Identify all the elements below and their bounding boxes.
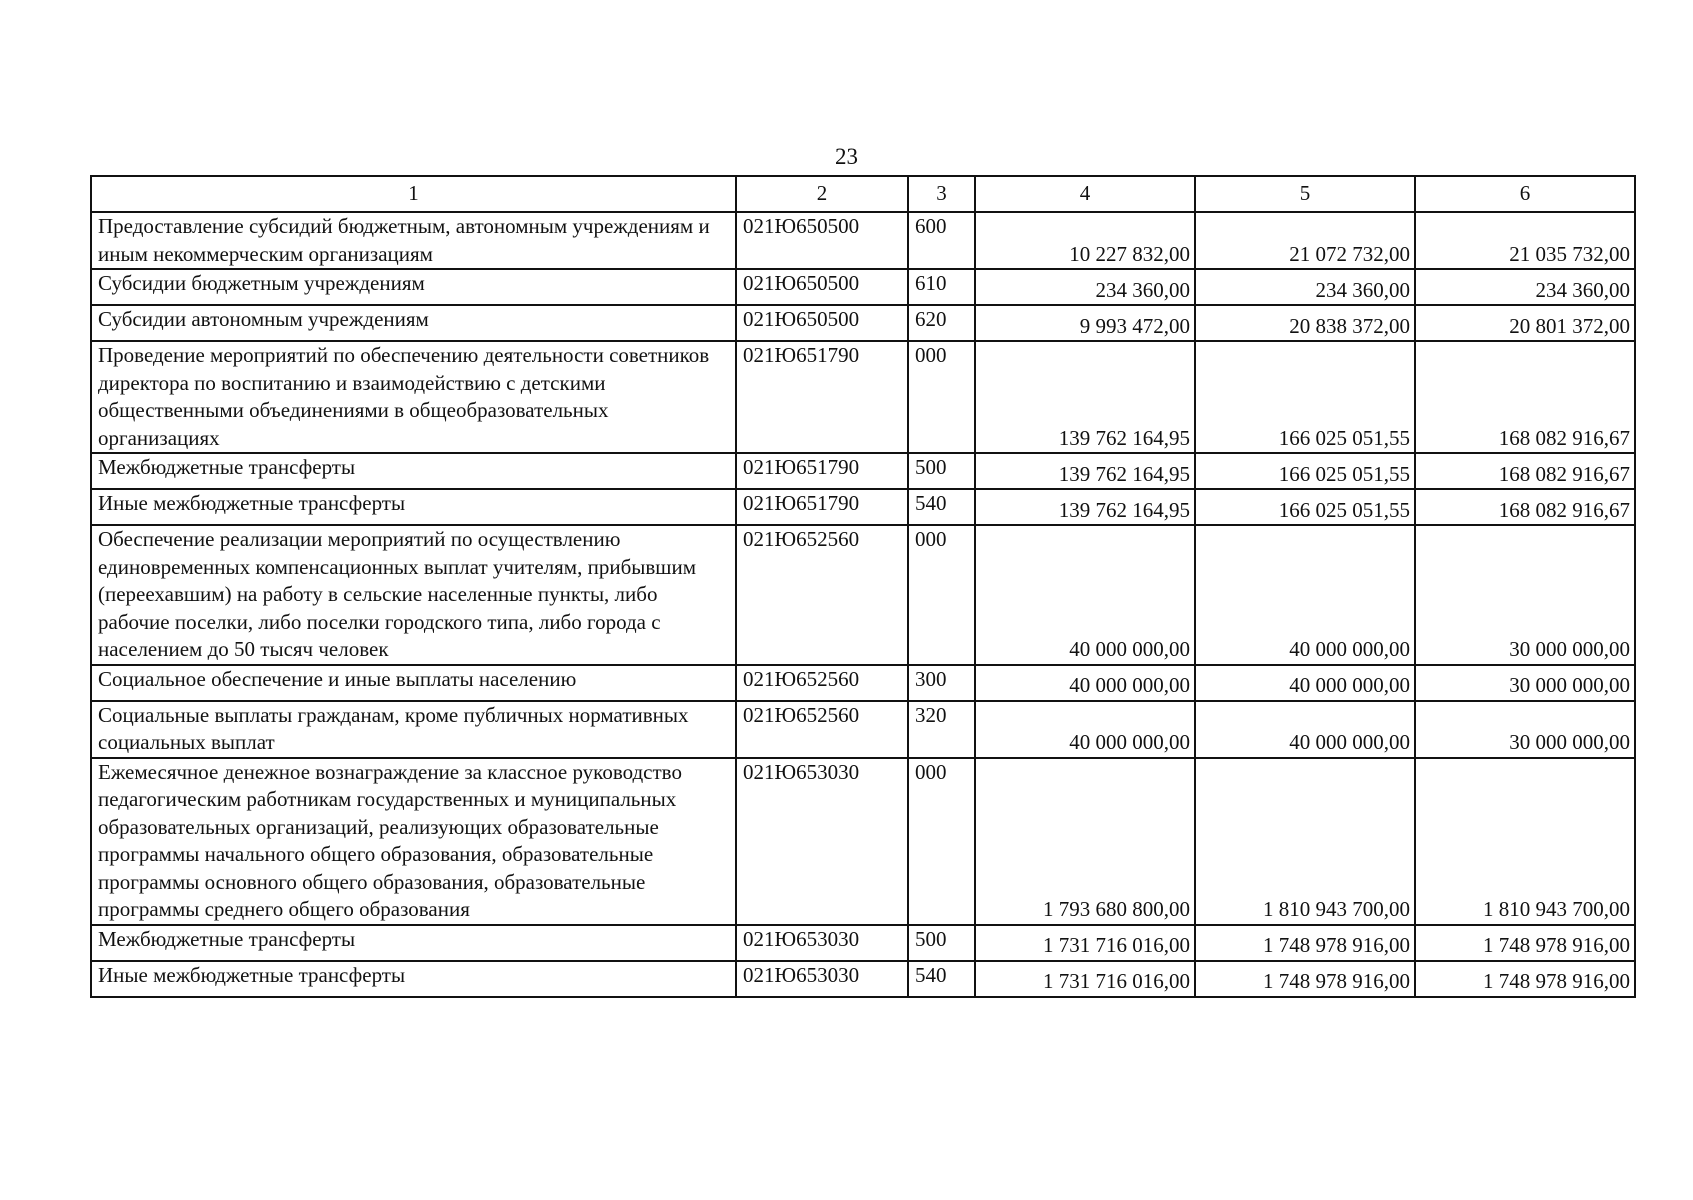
table-row — [91, 525, 1635, 665]
row-amount-6: 20 801 372,00 — [1415, 305, 1635, 341]
row-kvr: 540 — [908, 961, 975, 997]
row-amount-5: 40 000 000,00 — [1195, 701, 1415, 758]
column-header-4: 4 — [975, 176, 1195, 212]
page-number: 23 — [835, 144, 858, 169]
row-amount-6: 30 000 000,00 — [1415, 665, 1635, 701]
table-row — [91, 665, 1635, 701]
row-amount-4: 10 227 832,00 — [975, 212, 1195, 269]
row-kvr: 300 — [908, 665, 975, 701]
table-row — [91, 489, 1635, 525]
table-row — [91, 961, 1635, 997]
row-name: Социальные выплаты гражданам, кроме публичных нормативных социальных выплат — [91, 701, 736, 758]
row-name: Социальное обеспечение и иные выплаты населению — [91, 665, 736, 701]
table-row — [91, 758, 1635, 925]
row-code: 021Ю653030 — [736, 925, 908, 961]
row-kvr: 320 — [908, 701, 975, 758]
row-name: Субсидии автономным учреждениям — [91, 305, 736, 341]
table-row — [91, 701, 1635, 758]
column-header-5: 5 — [1195, 176, 1415, 212]
table-row — [91, 453, 1635, 489]
row-amount-4: 139 762 164,95 — [975, 453, 1195, 489]
row-code: 021Ю652560 — [736, 665, 908, 701]
column-header-6: 6 — [1415, 176, 1635, 212]
row-kvr: 600 — [908, 212, 975, 269]
row-amount-4: 40 000 000,00 — [975, 665, 1195, 701]
row-amount-6: 30 000 000,00 — [1415, 525, 1635, 665]
row-code: 021Ю653030 — [736, 758, 908, 925]
row-amount-5: 234 360,00 — [1195, 269, 1415, 305]
row-amount-6: 1 810 943 700,00 — [1415, 758, 1635, 925]
row-name: Межбюджетные трансферты — [91, 453, 736, 489]
row-amount-6: 30 000 000,00 — [1415, 701, 1635, 758]
row-amount-5: 1 748 978 916,00 — [1195, 925, 1415, 961]
row-code: 021Ю650500 — [736, 269, 908, 305]
row-kvr: 000 — [908, 525, 975, 665]
row-amount-5: 21 072 732,00 — [1195, 212, 1415, 269]
row-code: 021Ю651790 — [736, 489, 908, 525]
row-kvr: 620 — [908, 305, 975, 341]
row-code: 021Ю652560 — [736, 525, 908, 665]
table-row — [91, 305, 1635, 341]
row-amount-4: 9 993 472,00 — [975, 305, 1195, 341]
row-amount-4: 1 731 716 016,00 — [975, 925, 1195, 961]
row-amount-6: 234 360,00 — [1415, 269, 1635, 305]
row-name: Предоставление субсидий бюджетным, автономным учреждениям и иным некоммерческим организациям — [91, 212, 736, 269]
column-header-1: 1 — [91, 176, 736, 212]
row-name: Межбюджетные трансферты — [91, 925, 736, 961]
row-name: Иные межбюджетные трансферты — [91, 961, 736, 997]
budget-table — [90, 175, 1636, 998]
header-row — [91, 176, 1635, 212]
row-amount-6: 21 035 732,00 — [1415, 212, 1635, 269]
column-header-3: 3 — [908, 176, 975, 212]
row-kvr: 500 — [908, 925, 975, 961]
row-amount-6: 1 748 978 916,00 — [1415, 961, 1635, 997]
table-row — [91, 269, 1635, 305]
row-kvr: 610 — [908, 269, 975, 305]
row-amount-5: 1 748 978 916,00 — [1195, 961, 1415, 997]
row-amount-4: 139 762 164,95 — [975, 489, 1195, 525]
row-amount-5: 20 838 372,00 — [1195, 305, 1415, 341]
row-code: 021Ю652560 — [736, 701, 908, 758]
row-code: 021Ю651790 — [736, 341, 908, 453]
row-amount-4: 1 731 716 016,00 — [975, 961, 1195, 997]
row-amount-4: 139 762 164,95 — [975, 341, 1195, 453]
row-name: Обеспечение реализации мероприятий по осуществлению единовременных компенсационных выплат учителям, прибывшим (переехавшим) на работу в сельские населенные пункты, либо рабочие поселки, либо поселки городского типа, либо города с населением до 50 тысяч человек — [91, 525, 736, 665]
row-amount-6: 168 082 916,67 — [1415, 341, 1635, 453]
table-row — [91, 925, 1635, 961]
row-amount-6: 168 082 916,67 — [1415, 489, 1635, 525]
row-code: 021Ю653030 — [736, 961, 908, 997]
row-code: 021Ю651790 — [736, 453, 908, 489]
row-kvr: 540 — [908, 489, 975, 525]
row-amount-5: 166 025 051,55 — [1195, 341, 1415, 453]
row-name: Ежемесячное денежное вознаграждение за классное руководство педагогическим работникам государственных и муниципальных образовательных организаций, реализующих образовательные программы начального общего образования, образовательные программы основного общего образования, образовательные программы среднего общего образования — [91, 758, 736, 925]
row-amount-4: 40 000 000,00 — [975, 525, 1195, 665]
row-code: 021Ю650500 — [736, 305, 908, 341]
row-amount-4: 40 000 000,00 — [975, 701, 1195, 758]
row-kvr: 000 — [908, 758, 975, 925]
row-name: Проведение мероприятий по обеспечению деятельности советников директора по воспитанию и взаимодействию с детскими общественными объединениями в общеобразовательных организациях — [91, 341, 736, 453]
table-row — [91, 341, 1635, 453]
row-amount-5: 40 000 000,00 — [1195, 665, 1415, 701]
row-amount-5: 1 810 943 700,00 — [1195, 758, 1415, 925]
row-amount-5: 40 000 000,00 — [1195, 525, 1415, 665]
row-amount-6: 168 082 916,67 — [1415, 453, 1635, 489]
row-amount-5: 166 025 051,55 — [1195, 453, 1415, 489]
table-row — [91, 212, 1635, 269]
row-amount-4: 234 360,00 — [975, 269, 1195, 305]
row-code: 021Ю650500 — [736, 212, 908, 269]
row-amount-4: 1 793 680 800,00 — [975, 758, 1195, 925]
row-name: Субсидии бюджетным учреждениям — [91, 269, 736, 305]
row-amount-5: 166 025 051,55 — [1195, 489, 1415, 525]
row-name: Иные межбюджетные трансферты — [91, 489, 736, 525]
row-kvr: 000 — [908, 341, 975, 453]
row-amount-6: 1 748 978 916,00 — [1415, 925, 1635, 961]
column-header-2: 2 — [736, 176, 908, 212]
row-kvr: 500 — [908, 453, 975, 489]
